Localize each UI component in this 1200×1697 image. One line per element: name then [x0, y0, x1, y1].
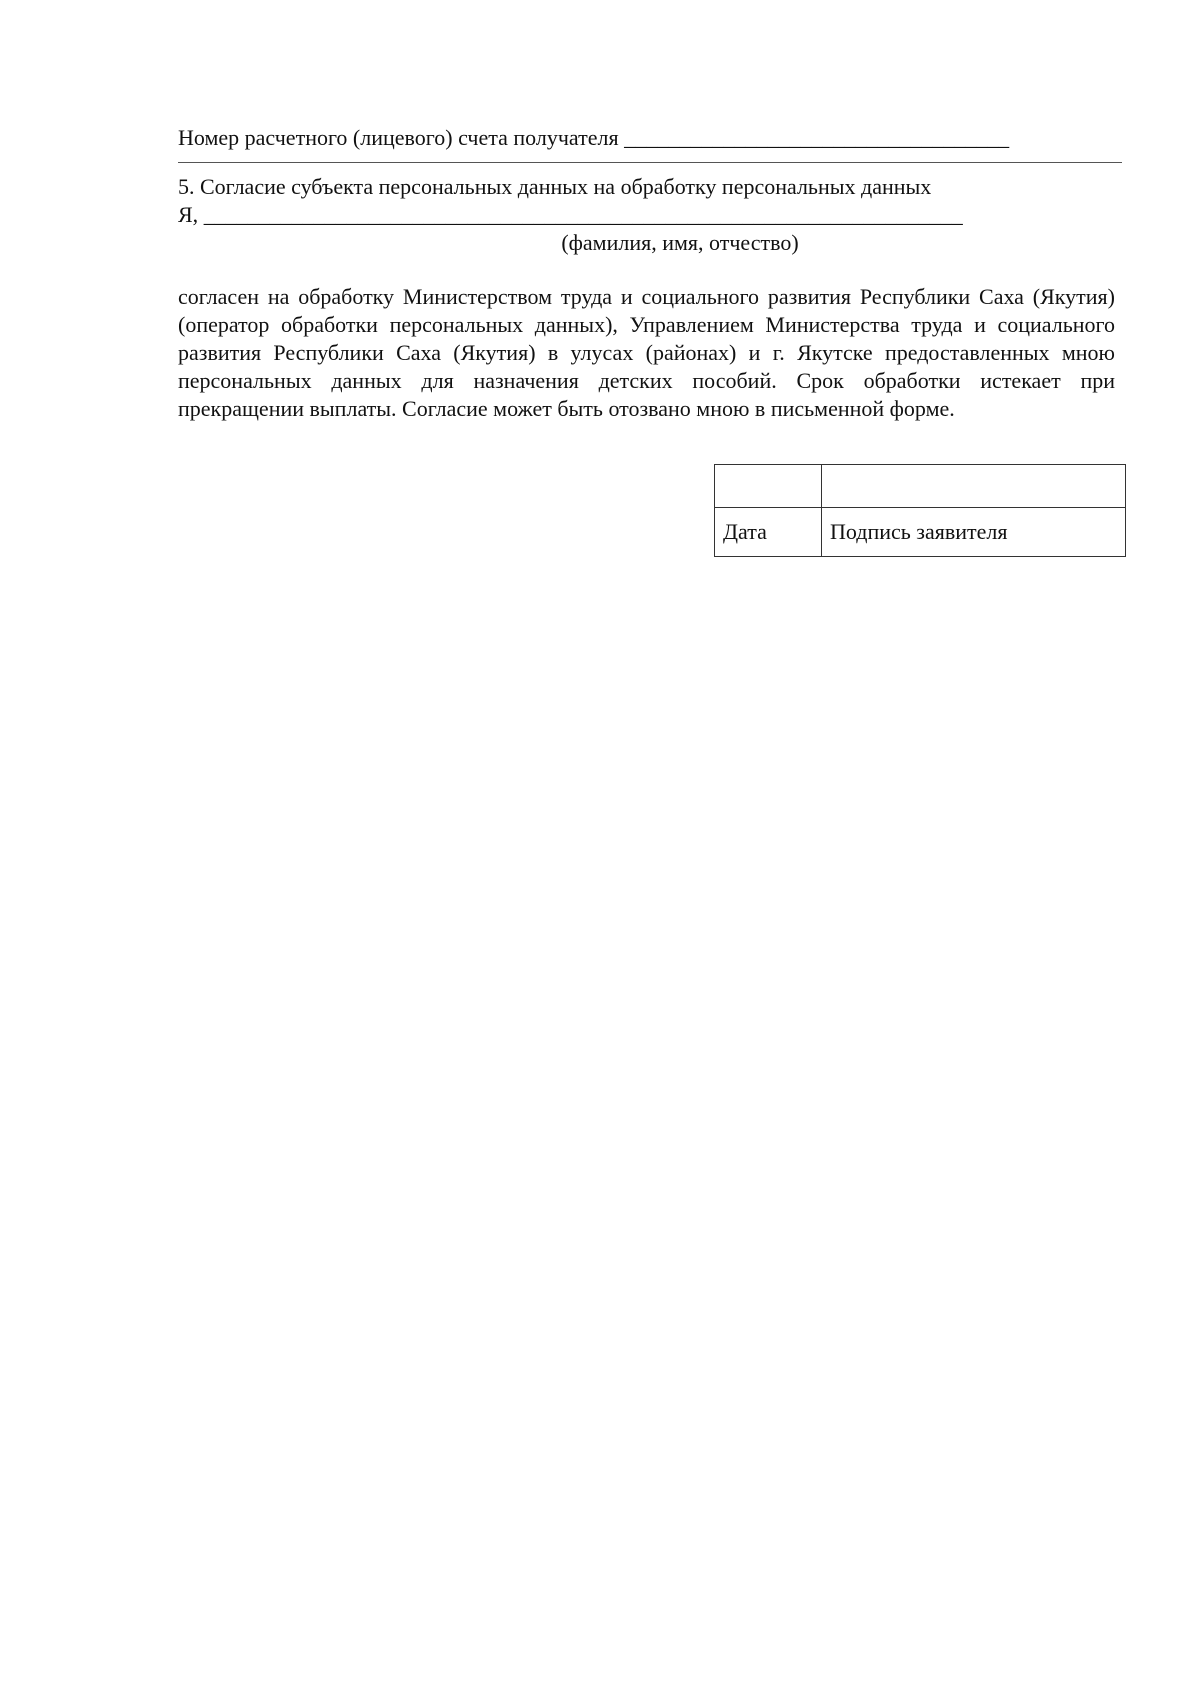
signature-label-row: [715, 508, 1126, 557]
consent-section-heading: 5. Согласие субъекта персональных данных на обработку персональных данных: [178, 174, 932, 199]
account-number-line: [178, 124, 1009, 152]
applicant-name-line: [178, 201, 963, 229]
signature-label: Подпись заявителя: [822, 508, 1126, 557]
consent-body-text: согласен на обработку Министерством труда и социального развития Республики Саха (Якутия) (оператор обработки персональных данных), Управлением Министерства труда и социального развития Республики Саха (Якутия) в улусах (районах) и г. Якутске предоставленных мною персональных данных для назначения детских пособий. Срок обработки истекает при прекращении выплаты. Согласие может быть отозвано мною в письменной форме.: [178, 284, 1115, 421]
signature-entry-cell[interactable]: [822, 465, 1126, 508]
applicant-name-caption: (фамилия, имя, отчество): [561, 230, 799, 255]
applicant-name-prefix: Я,: [178, 202, 199, 227]
date-entry-cell[interactable]: [715, 465, 822, 508]
account-number-label: Номер расчетного (лицевого) счета получателя: [178, 125, 619, 150]
date-label: Дата: [715, 508, 822, 557]
applicant-name-blank[interactable]: _____________________________________________________________________: [203, 202, 963, 227]
signature-entry-row: [715, 465, 1126, 508]
account-number-blank[interactable]: ___________________________________: [624, 125, 1010, 150]
section-divider: [178, 162, 1122, 163]
signature-table: [714, 464, 1126, 557]
